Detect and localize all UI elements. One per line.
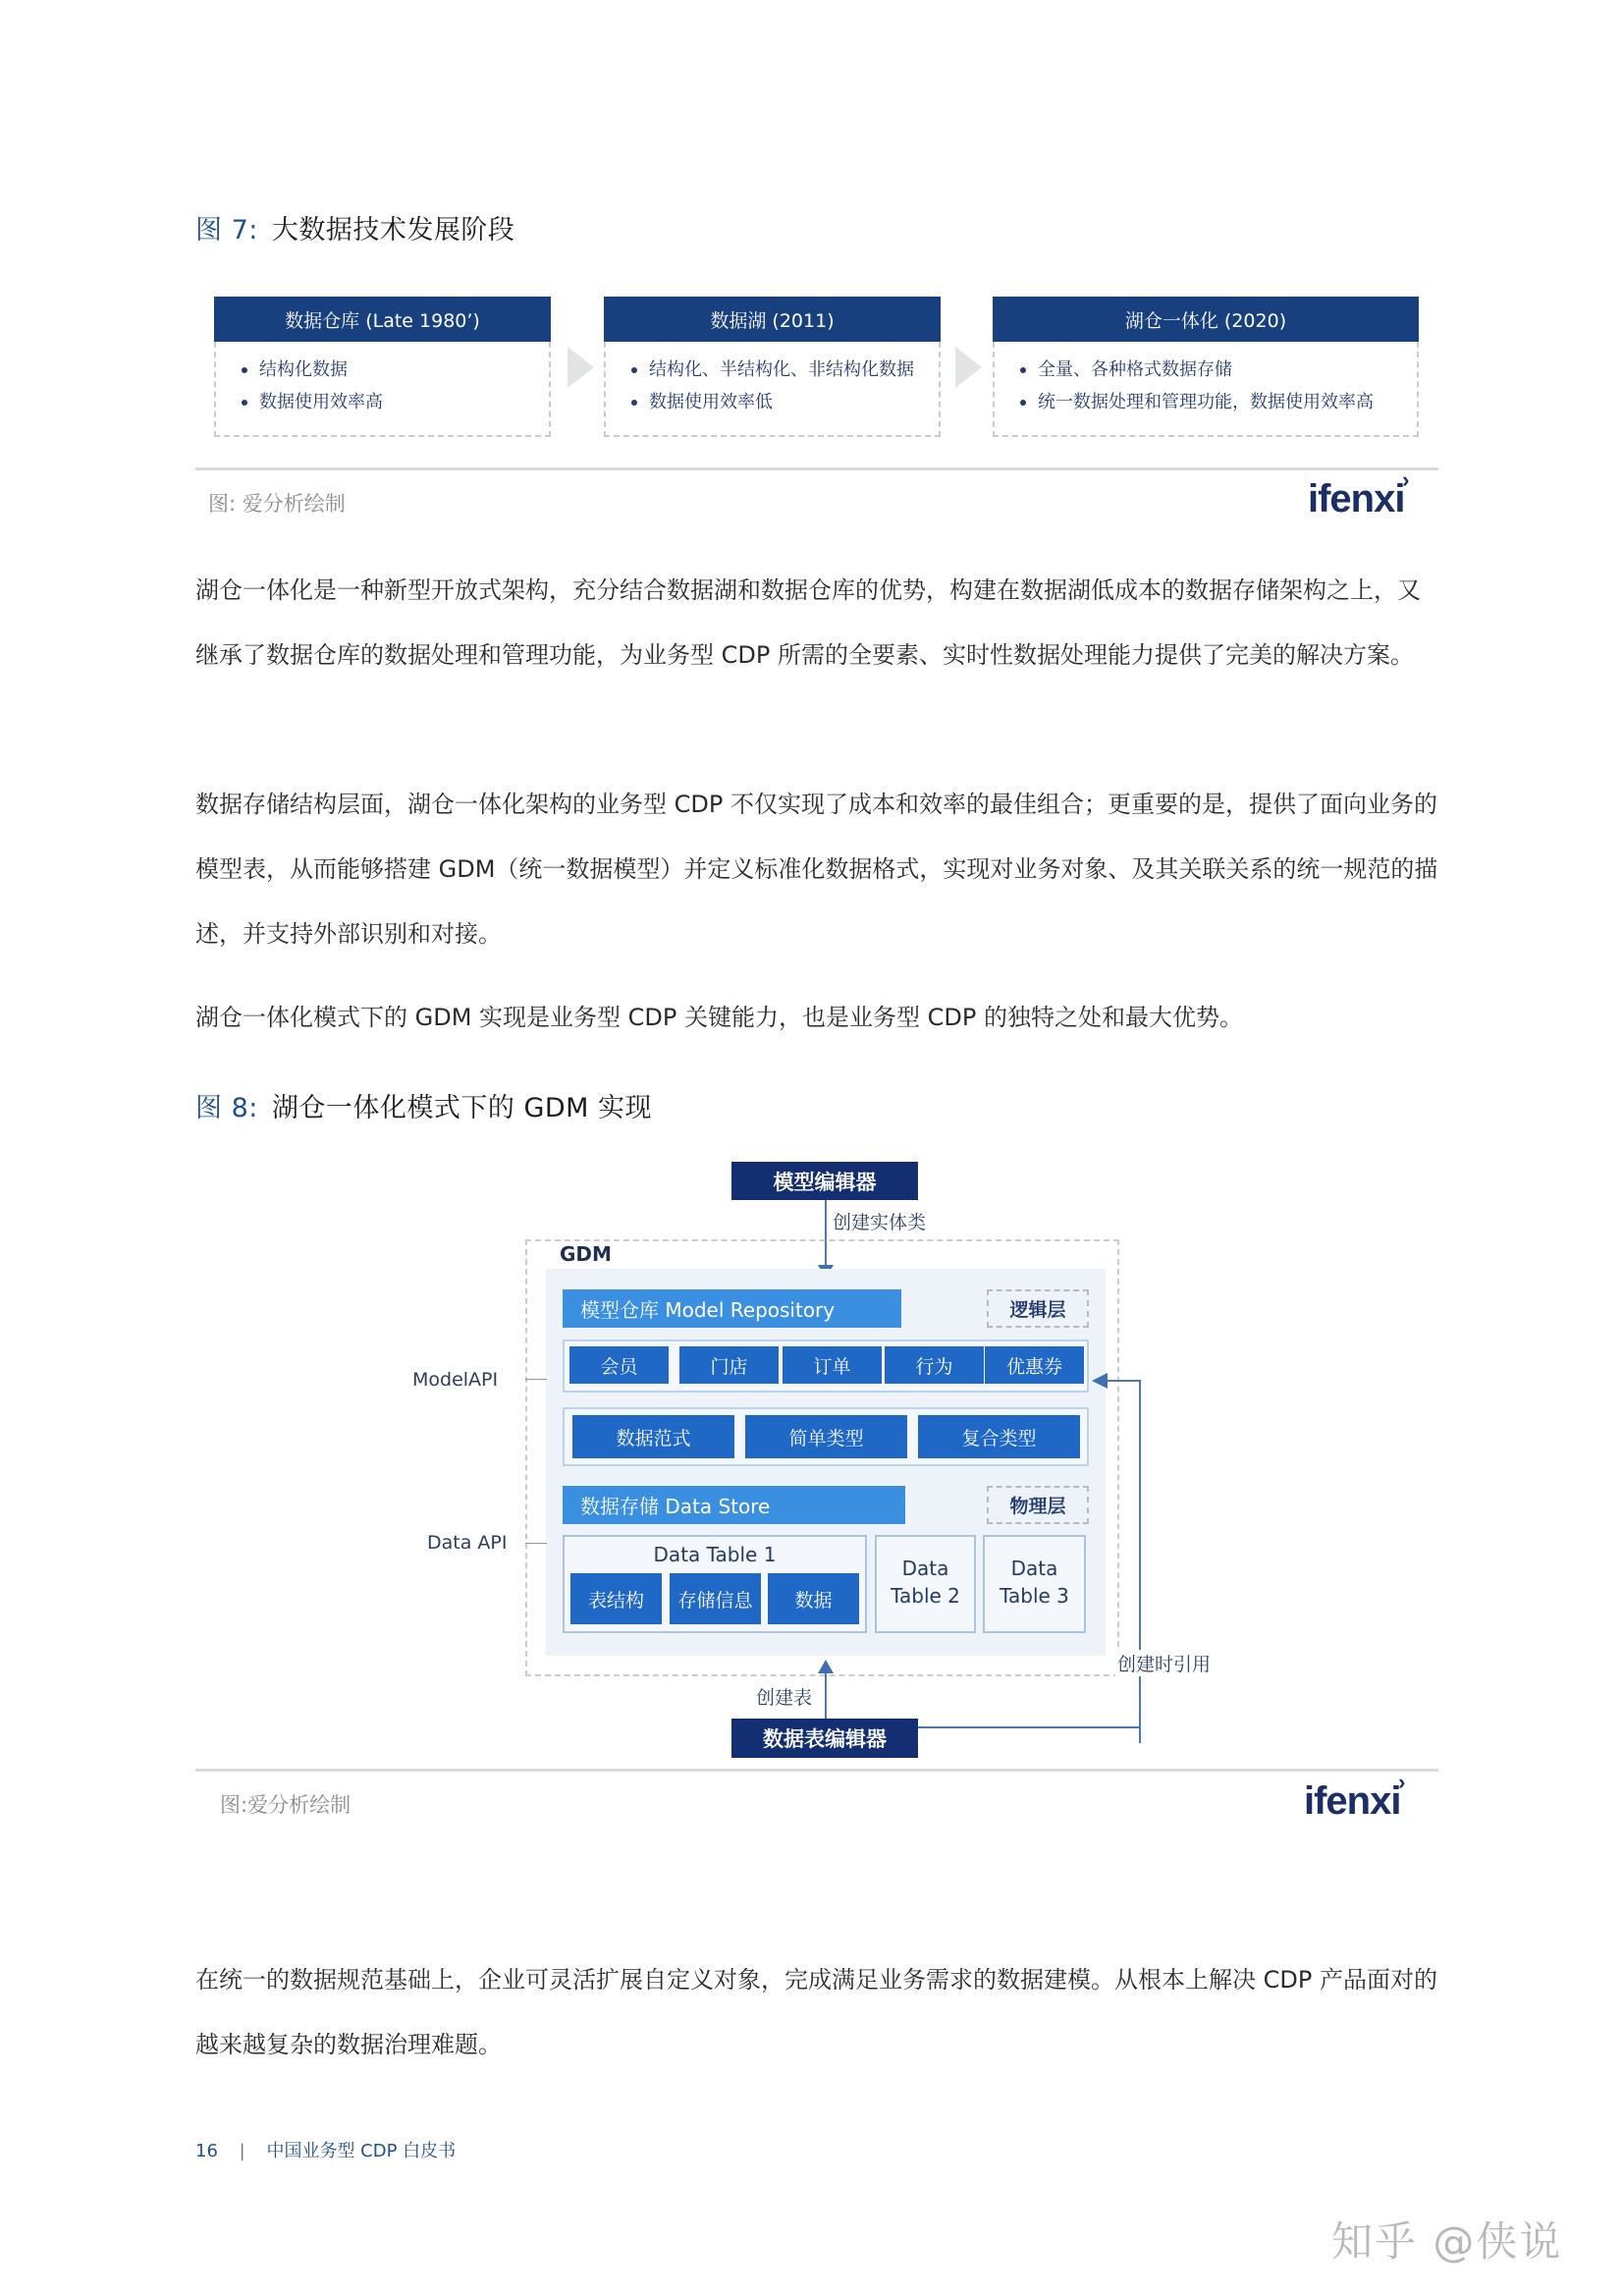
logo-text: ifenxi [1308, 477, 1405, 520]
arrow-left-icon [1092, 1373, 1108, 1389]
data-table-2 [875, 1535, 976, 1633]
paragraph: 湖仓一体化是一种新型开放式架构，充分结合数据湖和数据仓库的优势，构建在数据湖低成本的数据存储架构之上，又继承了数据仓库的数据处理和管理功能，为业务型 CDP 所需的全要素、实时性数据处理能力提供了完美的解决方案。 [195, 576, 1421, 669]
figure8-caption: 图:爱分析绘制 [220, 1793, 351, 1817]
logo-mark-icon: › [1398, 1770, 1405, 1794]
watermark: 知乎 @侠说 [1331, 2217, 1563, 2266]
figure7-title-text: 大数据技术发展阶段 [271, 215, 515, 246]
stage-body [993, 342, 1419, 437]
figure8-number: 图 8: [195, 1093, 258, 1123]
figure8-title-text: 湖仓一体化模式下的 GDM 实现 [271, 1093, 653, 1123]
paragraph: 湖仓一体化模式下的 GDM 实现是业务型 CDP 关键能力，也是业务型 CDP 的独特之处和最大优势。 [195, 1004, 1243, 1031]
model-editor-box: 模型编辑器 [731, 1162, 918, 1200]
data-api-label: Data API [427, 1532, 508, 1554]
data-table-3-line: Data [1010, 1557, 1058, 1580]
stage-body [214, 342, 551, 437]
figure7-number: 图 7: [195, 215, 258, 246]
data-table-2-line: Data [901, 1557, 949, 1580]
stage-bullet: 统一数据处理和管理功能，数据使用效率高 [1020, 386, 1417, 418]
logo-text: ifenxi [1304, 1779, 1401, 1823]
type-chip: 简单类型 [745, 1415, 907, 1458]
stage-header: 数据仓库 (Late 1980’) [214, 297, 551, 342]
ifenxi-logo [1304, 1770, 1405, 1824]
stage-bullet: 数据使用效率低 [631, 386, 939, 418]
divider [195, 1769, 1438, 1772]
figure7-title [195, 208, 514, 246]
model-repository-bar: 模型仓库 Model Repository [563, 1289, 901, 1328]
figure8-title [195, 1086, 652, 1124]
page-footer [195, 2137, 456, 2162]
create-entity-label: 创建实体类 [833, 1212, 927, 1233]
data-table-1-label: Data Table 1 [653, 1543, 777, 1566]
stage-bullet: 结构化、半结构化、非结构化数据 [631, 354, 939, 386]
model-api-label: ModelAPI [412, 1369, 499, 1391]
table-part-chip: 存储信息 [670, 1573, 761, 1624]
table-part-chip: 表结构 [570, 1573, 662, 1624]
stage-data-warehouse [214, 297, 551, 437]
stage-bullet: 数据使用效率高 [242, 386, 549, 418]
table-part-chip: 数据 [768, 1573, 859, 1624]
stage-header: 数据湖 (2011) [604, 297, 941, 342]
data-store-bar: 数据存储 Data Store [563, 1486, 905, 1524]
type-chip: 复合类型 [918, 1415, 1080, 1458]
figure7-caption: 图: 爱分析绘制 [208, 492, 346, 516]
reference-label: 创建时引用 [1115, 1650, 1213, 1676]
gdm-label: GDM [560, 1242, 612, 1266]
entity-chip: 优惠券 [985, 1346, 1084, 1384]
stage-data-lake [604, 297, 941, 437]
type-chip: 数据范式 [572, 1415, 734, 1458]
divider [195, 467, 1438, 470]
page-number: 16 [195, 2141, 218, 2161]
chevron-right-icon [568, 347, 594, 388]
ifenxi-logo [1308, 467, 1409, 521]
reference-line [1139, 1380, 1141, 1743]
document-title: 中国业务型 CDP 白皮书 [266, 2141, 457, 2161]
paragraph: 数据存储结构层面，湖仓一体化架构的业务型 CDP 不仅实现了成本和效率的最佳组合；更重要的是，提供了面向业务的模型表，从而能够搭建 GDM（统一数据模型）并定义标准化数据格式，实现对业务对象、及其关联关系的统一规范的描述，并支持外部识别和对接。 [195, 791, 1438, 948]
connector-line [525, 1379, 547, 1380]
physical-layer-tag: 物理层 [987, 1486, 1089, 1524]
entity-chip: 订单 [783, 1346, 882, 1384]
create-table-label: 创建表 [756, 1687, 813, 1709]
entity-chip: 会员 [569, 1346, 669, 1384]
stage-bullet: 结构化数据 [242, 354, 549, 386]
stage-lakehouse [993, 297, 1419, 437]
chevron-right-icon [955, 347, 982, 388]
data-table-2-line: Table 2 [891, 1584, 960, 1608]
stage-header: 湖仓一体化 (2020) [993, 297, 1419, 342]
stage-body [604, 342, 941, 437]
table-editor-box: 数据表编辑器 [731, 1719, 918, 1758]
entity-chip: 行为 [885, 1346, 984, 1384]
reference-line [1108, 1380, 1140, 1382]
reference-line [918, 1726, 1141, 1728]
data-table-3-line: Table 3 [1000, 1584, 1069, 1608]
entity-chip: 门店 [679, 1346, 779, 1384]
data-table-3 [983, 1535, 1086, 1633]
arrow-up-icon [818, 1660, 834, 1673]
paragraph: 在统一的数据规范基础上，企业可灵活扩展自定义对象，完成满足业务需求的数据建模。从根本上解决 CDP 产品面对的越来越复杂的数据治理难题。 [195, 1966, 1437, 2058]
connector-line [825, 1669, 827, 1721]
stage-bullet: 全量、各种格式数据存储 [1020, 354, 1417, 386]
logic-layer-tag: 逻辑层 [987, 1289, 1089, 1328]
connector-line [525, 1543, 547, 1544]
footer-separator: | [239, 2141, 245, 2161]
logo-mark-icon: › [1402, 467, 1409, 492]
